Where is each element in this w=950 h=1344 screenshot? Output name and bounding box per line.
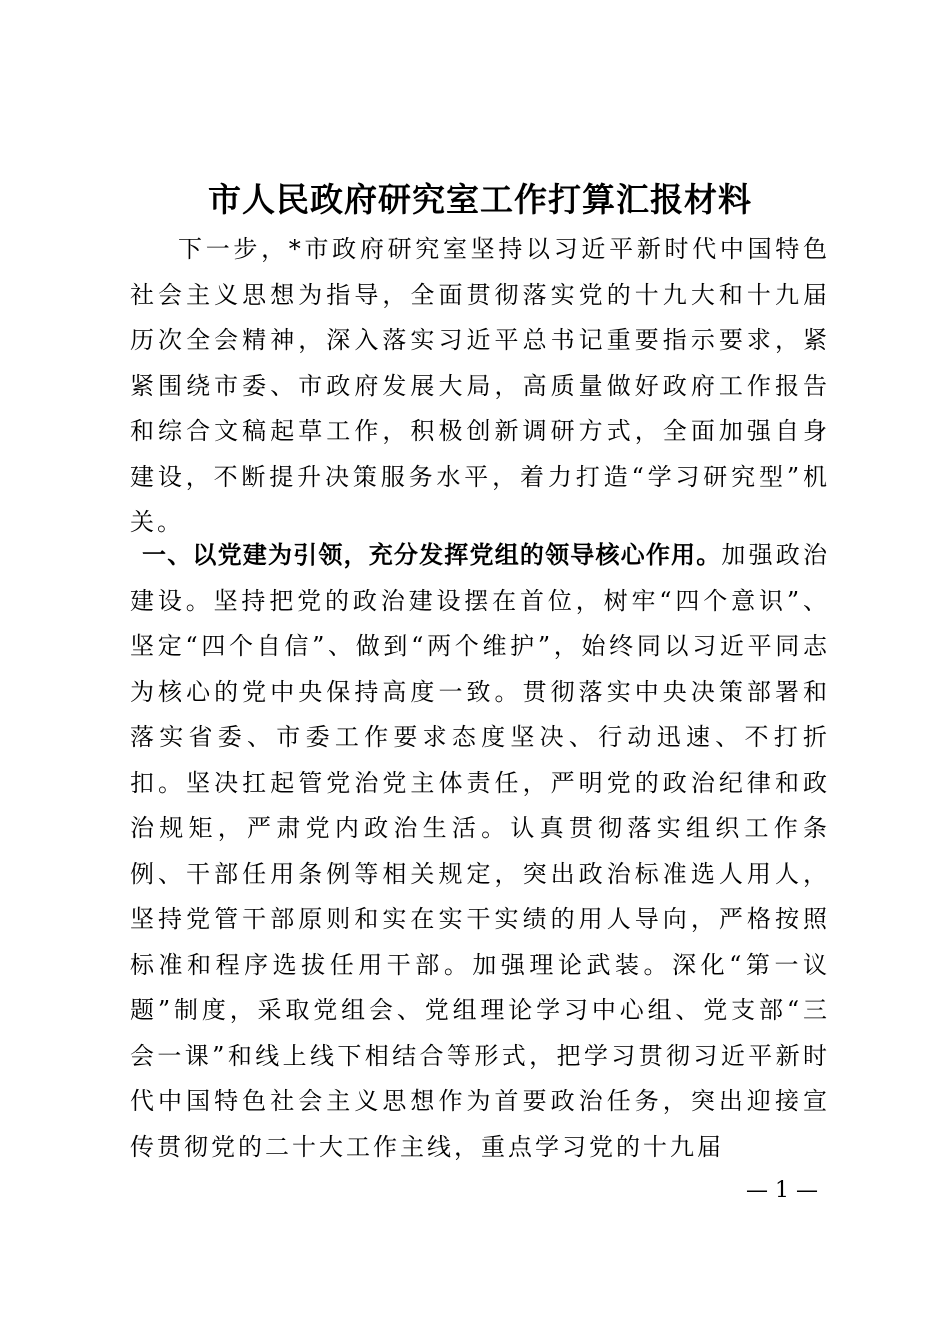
section-1-paragraph (130, 533, 830, 1170)
section-1-heading: 一、以党建为引领，充分发挥党组的领导核心作用。 (142, 541, 722, 569)
section-1-body: 加强政治建设。坚持把党的政治建设摆在首位，树牢“四个意识”、坚定“四个自信”、做到“两个维护”，始终同以习近平同志为核心的党中央保持高度一致。贯彻落实中央决策部署和落实省委、市委工作要求态度坚决、行动迅速、不打折扣。坚决扛起管党治党主体责任，严明党的政治纪律和政治规矩，严肃党内政治生活。认真贯彻落实组织工作条例、干部任用条例等相关规定，突出政治标准选人用人，坚持党管干部原则和实在实干实绩的用人导向，严格按照标准和程序选拔任用干部。加强理论武装。深化“第一议题”制度，采取党组会、党组理论学习中心组、党支部“三会一课”和线上线下相结合等形式，把学习贯彻习近平新时代中国特色社会主义思想作为首要政治任务，突出迎接宣传贯彻党的二十大工作主线，重点学习党的十九届 (130, 541, 830, 1161)
page-number: — 1 — (746, 1178, 818, 1203)
intro-paragraph: 下一步，*市政府研究室坚持以习近平新时代中国特色社会主义思想为指导，全面贯彻落实党的十九大和十九届历次全会精神，深入落实习近平总书记重要指示要求，紧紧围绕市委、市政府发展大局，高质量做好政府工作报告和综合文稿起草工作，积极创新调研方式，全面加强自身建设，不断提升决策服务水平，着力打造“学习研究型”机关。 (130, 235, 830, 536)
document-title: 市人民政府研究室工作打算汇报材料 (208, 180, 752, 219)
